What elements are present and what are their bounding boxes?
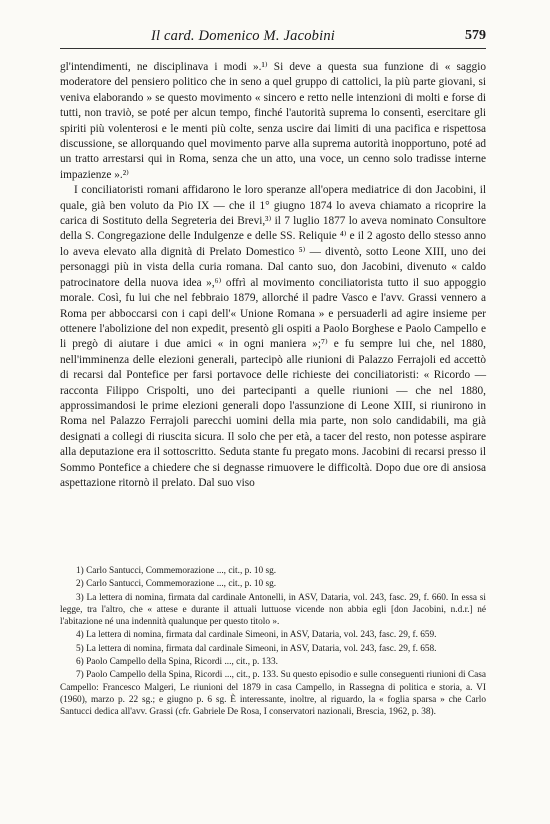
footnotes xyxy=(60,565,486,720)
page-header xyxy=(60,26,486,49)
footnote: 6) Paolo Campello della Spina, Ricordi ..., cit., p. 133. xyxy=(76,657,278,668)
body-text xyxy=(60,60,486,491)
footnote: 3) La lettera di nomina, firmata dal cardinale Antonelli, in ASV, Dataria, vol. 243, fasc. 29, f. 660. In essa si legge, tra l'altro, che « attese e durante il attuali luttuose vicende non abbia egli [don Jacobini, n.d.r.] né l'abitazione né una indennità qualunque per questo titolo ». xyxy=(60,592,486,628)
paragraph: gl'intendimenti, ne disciplinava i modi ».¹⁾ Si deve a questa sua funzione di « saggio moderatore del pensiero politico che in seno a quel gruppo di cattolici, la più parte giovani, si veniva elaborando » se questo movimento « sincero e retto nelle intenzioni di molti e forse di tutti, non traviò, se poté per alcun tempo, finché l'autorità suprema lo consentì, esercitare gli spiriti più volenterosi e le menti più colte, senza uscire dai limiti di una pacifica e rispettosa discussione, se allorquando quel movimento parve alla suprema autorità inopportuno, poté ad un tratto arrestarsi qui in Roma, senza che un atto, una voce, un cenno solo tradisse interne impazienze ».²⁾ xyxy=(60,61,486,181)
paragraph: I conciliatoristi romani affidarono le loro speranze all'opera mediatrice di don Jacobini, il quale, già ben voluto da Pio IX — che il 1° giugno 1874 lo aveva chiamato a ricoprire la carica di Sostituto della Segreteria dei Brevi,³⁾ il 7 luglio 1877 lo aveva nominato Consultore della S. Congregazione delle Indulgenze e delle SS. Reliquie ⁴⁾ e il 2 agosto dello stesso anno lo aveva elevato alla dignità di Prelato Domestico ⁵⁾ — diventò, sotto Leone XIII, uno dei personaggi più in vista della curia romana. Dal canto suo, don Jacobini, divenuto « caldo patrocinatore della nuova idea »,⁶⁾ offrì al movimento conciliatorista tutto il suo appoggio morale. Così, fu lui che nel febbraio 1879, allorché il padre Vasco e l'avv. Grassi vennero a Roma per abboccarsi con i capi dell'« Unione Romana » e persuaderli ad agire insieme per ottenere l'abolizione del non expedit, presentò gli ospiti a Paolo Borghese e Paolo Campello e li pregò di aiutare i due amici « in ogni maniera »;⁷⁾ e fu sempre lui che, nel 1880, nell'imminenza delle elezioni generali, partecipò alle riunioni di Palazzo Ferrajoli ed accettò di recarsi dal Pontefice per farsi portavoce delle richieste dei conciliatoristi: « Ricordo — racconta Filippo Crispolti, uno dei partecipanti a quelle riunioni — che nel 1880, approssimandosi le prime elezioni generali dopo l'assunzione di Leone XIII, si riunirono in Roma nel Palazzo Ferrajoli parecchi uomini della mia parte, non solo candidabili, ma già designati a collegi di riuscita sicura. Il solo che per età, a tacer del resto, non potesse aspirare alla deputazione era il sottoscritto. Seduta stante fu pregato mons. Jacobini di recarsi presso il Sommo Pontefice a chiedere che si degnasse rimuovere le difficoltà. Dopo due ore di ansiosa aspettazione ritornò il prelato. Dal suo viso xyxy=(60,184,486,489)
running-head: Il card. Domenico M. Jacobini xyxy=(150,28,336,44)
footnote: 1) Carlo Santucci, Commemorazione ..., cit., p. 10 sg. xyxy=(76,566,277,576)
footnote: 4) La lettera di nomina, firmata dal cardinale Simeoni, in ASV, Dataria, vol. 243, fasc. 29, f. 659. xyxy=(76,630,437,641)
footnote: 7) Paolo Campello della Spina, Ricordi ..., cit., p. 133. Su questo episodio e sulle conseguenti riunioni di Casa Campello: Francesco Malgeri, Le riunioni del 1879 in casa Campello, in Rassegna di politica e storia, a. VI (1960), marzo p. 22 sg.; e giugno p. 6 sg. È interessante, inoltre, al riguardo, la « foglia sparsa » che Carlo Santucci dedica all'avv. Grassi (cfr. Gabriele De Rosa, I conservatori nazionali, Brescia, 1962, p. 38). xyxy=(60,670,486,718)
page-number: 579 xyxy=(465,28,486,43)
footnote: 2) Carlo Santucci, Commemorazione ..., cit., p. 10 sg. xyxy=(76,579,277,590)
footnote: 5) La lettera di nomina, firmata dal cardinale Simeoni, in ASV, Dataria, vol. 243, fasc. 29, f. 658. xyxy=(76,643,437,654)
